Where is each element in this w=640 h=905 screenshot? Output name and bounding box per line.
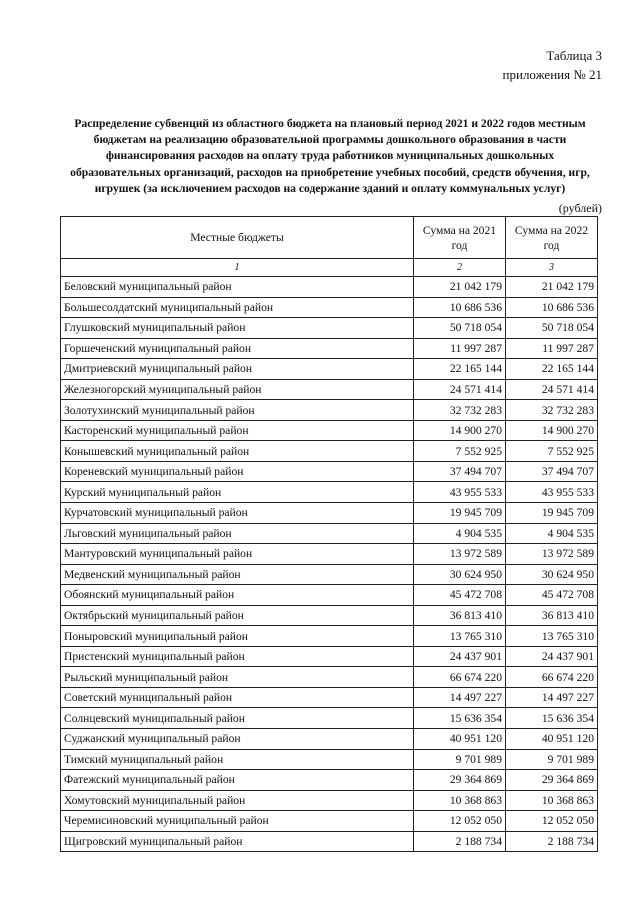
amount-2022: 4 904 535 [506,523,598,544]
municipality-name: Конышевский муниципальный район [61,441,414,462]
table-row [61,729,598,750]
table-number-label: Таблица 3 [546,48,602,63]
document-title: Распределение субвенций из областного бюджета на плановый период 2021 и 2022 годов местным бюджетам на реализацию образовательной программы дошкольного образования в части финансирования расходов на оплату труда работников муниципальных дошкольных образовательных организаций, расходов на приобретение учебных пособий, средств обучения, игр, игрушек (за исключением расходов на содержание зданий и оплату коммунальных услуг) [70,117,590,195]
municipality-name: Медвенский муниципальный район [61,564,414,585]
amount-2021: 13 765 310 [414,626,506,647]
amount-2021: 10 368 863 [414,790,506,811]
column-number-row [61,259,598,277]
column-number: 1 [61,259,414,277]
table-row [61,831,598,852]
municipality-name: Беловский муниципальный район [61,277,414,298]
table-row [61,811,598,832]
amount-2022: 12 052 050 [506,811,598,832]
amount-2022: 36 813 410 [506,605,598,626]
amount-2022: 14 497 227 [506,687,598,708]
amount-2022: 45 472 708 [506,585,598,606]
table-row [61,379,598,400]
municipality-name: Обоянский муниципальный район [61,585,414,606]
amount-2021: 45 472 708 [414,585,506,606]
column-header-2022: Сумма на 2022 год [506,217,598,259]
amount-2021: 30 624 950 [414,564,506,585]
amount-2021: 14 900 270 [414,420,506,441]
subvention-table [60,216,598,852]
municipality-name: Поныровский муниципальный район [61,626,414,647]
municipality-name: Дмитриевский муниципальный район [61,359,414,380]
table-row [61,544,598,565]
amount-2022: 29 364 869 [506,770,598,791]
appendix-label: приложения № 21 [502,67,602,82]
municipality-name: Октябрьский муниципальный район [61,605,414,626]
amount-2021: 43 955 533 [414,482,506,503]
amount-2022: 21 042 179 [506,277,598,298]
amount-2022: 10 368 863 [506,790,598,811]
table-row [61,297,598,318]
amount-2021: 10 686 536 [414,297,506,318]
amount-2022: 40 951 120 [506,729,598,750]
amount-2022: 9 701 989 [506,749,598,770]
amount-2021: 50 718 054 [414,318,506,339]
municipality-name: Кореневский муниципальный район [61,461,414,482]
table-row [61,749,598,770]
municipality-name: Пристенский муниципальный район [61,646,414,667]
municipality-name: Мантуровский муниципальный район [61,544,414,565]
municipality-name: Суджанский муниципальный район [61,729,414,750]
amount-2021: 22 165 144 [414,359,506,380]
amount-2022: 43 955 533 [506,482,598,503]
amount-2022: 11 997 287 [506,338,598,359]
amount-2021: 32 732 283 [414,400,506,421]
amount-2021: 24 571 414 [414,379,506,400]
amount-2022: 30 624 950 [506,564,598,585]
table-header-row [61,217,598,259]
column-number: 2 [414,259,506,277]
municipality-name: Солнцевский муниципальный район [61,708,414,729]
amount-2021: 4 904 535 [414,523,506,544]
amount-2022: 10 686 536 [506,297,598,318]
amount-2022: 13 972 589 [506,544,598,565]
table-row [61,564,598,585]
amount-2022: 19 945 709 [506,503,598,524]
table-row [61,523,598,544]
municipality-name: Рыльский муниципальный район [61,667,414,688]
amount-2021: 40 951 120 [414,729,506,750]
amount-2022: 32 732 283 [506,400,598,421]
municipality-name: Железногорский муниципальный район [61,379,414,400]
amount-2022: 13 765 310 [506,626,598,647]
table-row [61,626,598,647]
amount-2022: 66 674 220 [506,667,598,688]
municipality-name: Хомутовский муниципальный район [61,790,414,811]
municipality-name: Курский муниципальный район [61,482,414,503]
amount-2021: 14 497 227 [414,687,506,708]
amount-2022: 14 900 270 [506,420,598,441]
amount-2022: 15 636 354 [506,708,598,729]
amount-2021: 24 437 901 [414,646,506,667]
table-row [61,482,598,503]
table-row [61,605,598,626]
table-row [61,790,598,811]
municipality-name: Щигровский муниципальный район [61,831,414,852]
municipality-name: Золотухинский муниципальный район [61,400,414,421]
municipality-name: Льговский муниципальный район [61,523,414,544]
municipality-name: Черемисиновский муниципальный район [61,811,414,832]
amount-2022: 37 494 707 [506,461,598,482]
document-reference [503,46,602,84]
unit-label: (рублей) [558,201,602,215]
column-number: 3 [506,259,598,277]
amount-2022: 7 552 925 [506,441,598,462]
municipality-name: Большесолдатский муниципальный район [61,297,414,318]
municipality-name: Касторенский муниципальный район [61,420,414,441]
amount-2022: 24 571 414 [506,379,598,400]
municipality-name: Глушковский муниципальный район [61,318,414,339]
table-row [61,441,598,462]
table-row [61,667,598,688]
amount-2021: 12 052 050 [414,811,506,832]
table-row [61,585,598,606]
amount-2022: 2 188 734 [506,831,598,852]
table-row [61,770,598,791]
amount-2021: 11 997 287 [414,338,506,359]
table-row [61,338,598,359]
municipality-name: Тимский муниципальный район [61,749,414,770]
table-row [61,646,598,667]
table-row [61,277,598,298]
amount-2021: 36 813 410 [414,605,506,626]
amount-2022: 22 165 144 [506,359,598,380]
table-row [61,708,598,729]
amount-2021: 66 674 220 [414,667,506,688]
amount-2021: 2 188 734 [414,831,506,852]
table-row [61,318,598,339]
column-header-budget: Местные бюджеты [61,217,414,259]
amount-2022: 50 718 054 [506,318,598,339]
municipality-name: Фатежский муниципальный район [61,770,414,791]
amount-2021: 9 701 989 [414,749,506,770]
amount-2022: 24 437 901 [506,646,598,667]
amount-2021: 21 042 179 [414,277,506,298]
table-row [61,400,598,421]
amount-2021: 13 972 589 [414,544,506,565]
table-row [61,687,598,708]
municipality-name: Советский муниципальный район [61,687,414,708]
amount-2021: 15 636 354 [414,708,506,729]
municipality-name: Горшеченский муниципальный район [61,338,414,359]
table-row [61,503,598,524]
column-header-2021: Сумма на 2021 год [414,217,506,259]
amount-2021: 7 552 925 [414,441,506,462]
amount-2021: 19 945 709 [414,503,506,524]
municipality-name: Курчатовский муниципальный район [61,503,414,524]
table-row [61,359,598,380]
amount-2021: 29 364 869 [414,770,506,791]
amount-2021: 37 494 707 [414,461,506,482]
table-row [61,420,598,441]
table-row [61,461,598,482]
